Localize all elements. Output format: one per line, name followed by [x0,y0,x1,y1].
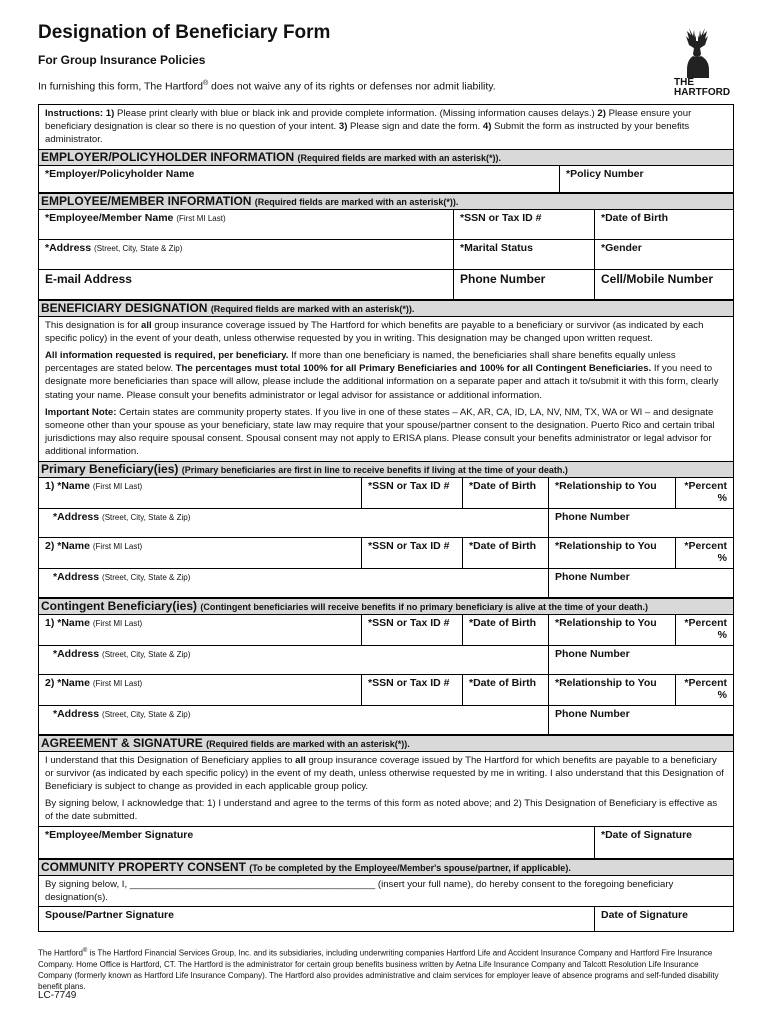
beneficiary-paragraph-2: All information requested is required, per beneficiary. If more than one beneficiary is named, the beneficiaries shall share benefits equally unless percentages are stated below. The percentages must total 100% for all Primary Beneficiaries and 100% for all Contingent Beneficiaries. If you need to designate more beneficiaries than space will allow, please include the additional information on a separate paper and attach it to/submit it with this form, clearly stating your name. Please consult your benefits administrator or legal advisor for assistance or additional information. [45,350,719,401]
contingent-1-address-field[interactable]: *Address (Street, City, State & Zip) [39,646,549,674]
form-body [38,104,734,932]
contingent-2-name-field[interactable]: 2) *Name (First MI Last) [39,675,362,705]
contingent-1-name-field[interactable]: 1) *Name (First MI Last) [39,615,362,645]
spouse-signature-date-field[interactable]: Date of Signature [601,909,688,922]
employer-name-field[interactable]: *Employer/Policyholder Name [39,166,560,192]
phone-field[interactable]: Phone Number [454,270,595,299]
beneficiary-paragraph-1: This designation is for all group insurance coverage issued by The Hartford for which benefits are payable to a beneficiary or survivor (as indicated by each specific policy) in the event of your death, unless otherwise requested by you in writing. This designation may be changed upon written request. [45,319,704,344]
instructions: Instructions: 1) Please print clearly with blue or black ink and provide complete information. (Missing information causes delays.) 2) Please ensure your beneficiary designation is clear so there is no question of your intent. 3) Please sign and date the form. 4) Submit the form as instructed by your benefits administrator. [45,108,692,146]
primary-2-phone-field[interactable]: Phone Number [555,570,630,583]
primary-1-percent-field[interactable]: *Percent % [684,479,727,504]
logo-text-the: THE [674,77,694,88]
contingent-2-address-field[interactable]: *Address (Street, City, State & Zip) [39,706,549,734]
primary-2-relationship-field[interactable]: *Relationship to You [549,538,676,568]
contingent-1-ssn-field[interactable]: *SSN or Tax ID # [362,615,463,645]
stag-icon [675,26,719,78]
employee-signature-field[interactable]: *Employee/Member Signature [39,827,595,858]
agreement-paragraph-1: I understand that this Designation of Beneficiary applies to all group insurance coverage issued by The Hartford for which benefits are payable to a beneficiary or survivor (as indicated by each specific policy) in the event of my death, unless otherwise requested by me in writing. I also understand that this Designation of Beneficiary is subject to change as provided in each applicable group policy. [45,754,724,793]
primary-2-name-field[interactable]: 2) *Name (First MI Last) [39,538,362,568]
employee-row-1 [39,210,733,240]
beneficiary-paragraph-3: Important Note: Certain states are community property states. If you live in one of these states – AK, AR, CA, ID, LA, NV, NM, TX, WA or WI – and designate someone other than your spouse as your beneficiary, state law may require that your spouse/partner consent to the designation. Puerto Rico and certain tribal jurisdictions may also require spousal consent. Spousal consent may not apply to ERISA plans. Please consult your benefits administrator or legal advisor for additional information. [45,406,715,458]
agreement-paragraph-2: By signing below, I acknowledge that: 1) I understand and agree to the terms of this form as noted above; and 2) This Designation of Beneficiary is effective as of the date submitted. [45,798,718,823]
employee-ssn-field[interactable]: *SSN or Tax ID # [454,210,595,239]
contingent-2-dob-field[interactable]: *Date of Birth [463,675,549,705]
section-agreement: AGREEMENT & SIGNATURE (Required fields are marked with an asterisk(*)). [39,735,733,752]
policy-number-field[interactable]: *Policy Number [566,167,644,180]
contingent-1-phone-field[interactable]: Phone Number [555,647,630,660]
contingent-2-row-b [39,706,733,735]
primary-2-dob-field[interactable]: *Date of Birth [463,538,549,568]
primary-1-name-field[interactable]: 1) *Name (First MI Last) [39,478,362,508]
contingent-2-phone-field[interactable]: Phone Number [555,707,630,720]
section-primary: Primary Beneficiary(ies) (Primary beneficiaries are first in line to receive benefits if living at the time of your death.) [39,461,733,478]
cell-field[interactable]: Cell/Mobile Number [601,271,714,286]
employee-name-field[interactable]: *Employee/Member Name (First MI Last) [39,210,454,239]
primary-1-relationship-field[interactable]: *Relationship to You [549,478,676,508]
primary-1-ssn-field[interactable]: *SSN or Tax ID # [362,478,463,508]
contingent-1-dob-field[interactable]: *Date of Birth [463,615,549,645]
form-title: Designation of Beneficiary Form [38,22,331,43]
employee-row-3 [39,270,733,300]
primary-1-row-b [39,509,733,538]
primary-1-dob-field[interactable]: *Date of Birth [463,478,549,508]
contingent-1-row-a [39,615,733,646]
email-field[interactable]: E-mail Address [39,270,454,299]
gender-field[interactable]: *Gender [601,241,642,254]
page [38,18,732,922]
section-beneficiary: BENEFICIARY DESIGNATION (Required fields are marked with an asterisk(*)). [39,300,733,317]
logo-text-hartford: HARTFORD [674,87,731,98]
employee-address-field[interactable]: *Address (Street, City, State & Zip) [39,240,454,269]
section-consent: COMMUNITY PROPERTY CONSENT (To be completed by the Employee/Member's spouse/partner, if applicable). [39,859,733,876]
primary-1-address-field[interactable]: *Address (Street, City, State & Zip) [39,509,549,537]
contingent-2-percent-field[interactable]: *Percent % [684,676,727,701]
primary-1-row-a [39,478,733,509]
section-employee: EMPLOYEE/MEMBER INFORMATION (Required fields are marked with an asterisk(*)). [39,193,733,210]
contingent-2-row-a [39,675,733,706]
hartford-logo [662,26,732,108]
contingent-2-ssn-field[interactable]: *SSN or Tax ID # [362,675,463,705]
disclaimer: In furnishing this form, The Hartford® does not waive any of its rights or defenses nor admit liability. [38,80,496,93]
employer-row [39,166,733,193]
employee-dob-field[interactable]: *Date of Birth [601,211,669,224]
primary-2-address-field[interactable]: *Address (Street, City, State & Zip) [39,569,549,597]
contingent-2-relationship-field[interactable]: *Relationship to You [549,675,676,705]
contingent-1-percent-field[interactable]: *Percent % [684,616,727,641]
form-number: LC-7749 [38,990,77,1001]
consent-text: By signing below, I, ______________________________________________ (insert your full name), do hereby consent to the foregoing beneficiary designation(s). [45,878,674,903]
primary-2-ssn-field[interactable]: *SSN or Tax ID # [362,538,463,568]
employee-signature-row [39,826,733,859]
contingent-1-relationship-field[interactable]: *Relationship to You [549,615,676,645]
section-employer: EMPLOYER/POLICYHOLDER INFORMATION (Required fields are marked with an asterisk(*)). [39,149,733,166]
primary-2-percent-field[interactable]: *Percent % [684,539,727,564]
spouse-signature-row [39,906,733,931]
employee-row-2 [39,240,733,270]
contingent-1-row-b [39,646,733,675]
primary-2-row-b [39,569,733,598]
section-contingent: Contingent Beneficiary(ies) (Contingent beneficiaries will receive benefits if no primary beneficiary is alive at the time of your death.) [39,598,733,615]
employee-signature-date-field[interactable]: *Date of Signature [601,828,693,841]
footer-text: The Hartford® is The Hartford Financial Services Group, Inc. and its subsidiaries, including underwriting companies Hartford Life and Accident Insurance Company and Hartford Fire Insurance Company. Home Office is Hartford, CT. The Hartford is the administrator for certain group benefits business written by Aetna Life Insurance Company and Talcott Resolution Life Insurance Company (formerly known as Hartford Life Insurance Company). The Hartford also provides administrative and claim services for employer leave of absence programs and self-funded disability benefit plans. [38,948,719,991]
spouse-signature-field[interactable]: Spouse/Partner Signature [39,907,595,931]
marital-status-field[interactable]: *Marital Status [454,240,595,269]
primary-1-phone-field[interactable]: Phone Number [555,510,630,523]
form-subtitle: For Group Insurance Policies [38,53,206,67]
primary-2-row-a [39,538,733,569]
